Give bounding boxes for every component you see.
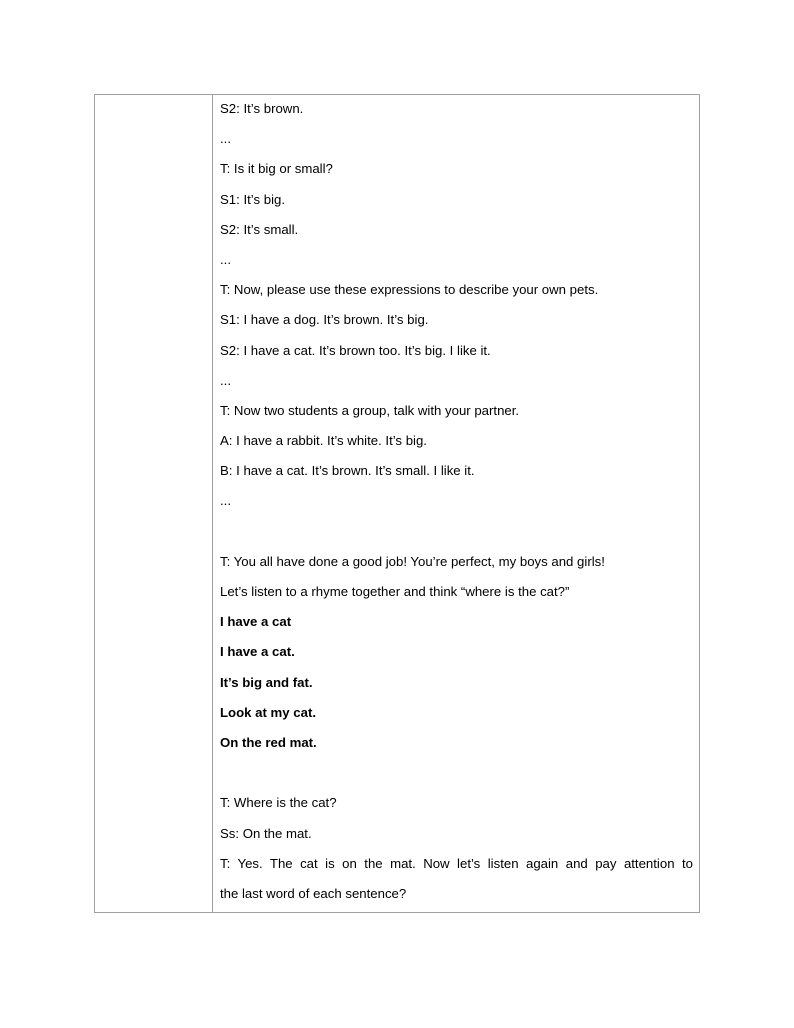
- dialogue-line: T: Yes. The cat is on the mat. Now let’s listen again and pay attention to: [220, 855, 693, 871]
- dialogue-line: It’s big and fat.: [220, 674, 313, 690]
- dialogue-line: ...: [220, 372, 231, 388]
- dialogue-line: S2: It’s small.: [220, 221, 299, 237]
- dialogue-line: T: Now, please use these expressions to describe your own pets.: [220, 282, 599, 298]
- dialogue-line: S2: It’s brown.: [220, 101, 304, 116]
- dialogue-line: Look at my cat.: [220, 704, 317, 720]
- dialogue-line: ...: [220, 251, 231, 267]
- dialogue-line: ...: [220, 493, 231, 509]
- dialogue-line: S1: It’s big.: [220, 191, 285, 207]
- dialogue-line: the last word of each sentence?: [220, 885, 407, 901]
- dialogue-line: I have a cat: [220, 614, 292, 630]
- dialogue-line: T: Now two students a group, talk with your partner.: [220, 402, 520, 418]
- column-divider: [212, 94, 213, 913]
- dialogue-line: S1: I have a dog. It’s brown. It’s big.: [220, 312, 429, 328]
- dialogue-line: ...: [220, 131, 231, 147]
- dialogue-line: T: Is it big or small?: [220, 161, 333, 177]
- dialogue-line: A: I have a rabbit. It’s white. It’s big.: [220, 433, 427, 449]
- dialogue-line: I have a cat.: [220, 644, 295, 660]
- dialogue-line: S2: I have a cat. It’s brown too. It’s big. I like it.: [220, 342, 491, 358]
- dialogue-line: Ss: On the mat.: [220, 825, 312, 841]
- dialogue-line: B: I have a cat. It’s brown. It’s small. I like it.: [220, 463, 475, 479]
- dialogue-cell: [220, 96, 693, 911]
- dialogue-line: T: Where is the cat?: [220, 795, 337, 811]
- dialogue-line: [220, 760, 693, 790]
- dialogue-line: T: You all have done a good job! You’re perfect, my boys and girls!: [220, 553, 605, 569]
- dialogue-line: [220, 519, 693, 549]
- dialogue-line: On the red mat.: [220, 734, 317, 750]
- dialogue-line: Let’s listen to a rhyme together and think “where is the cat?”: [220, 584, 570, 599]
